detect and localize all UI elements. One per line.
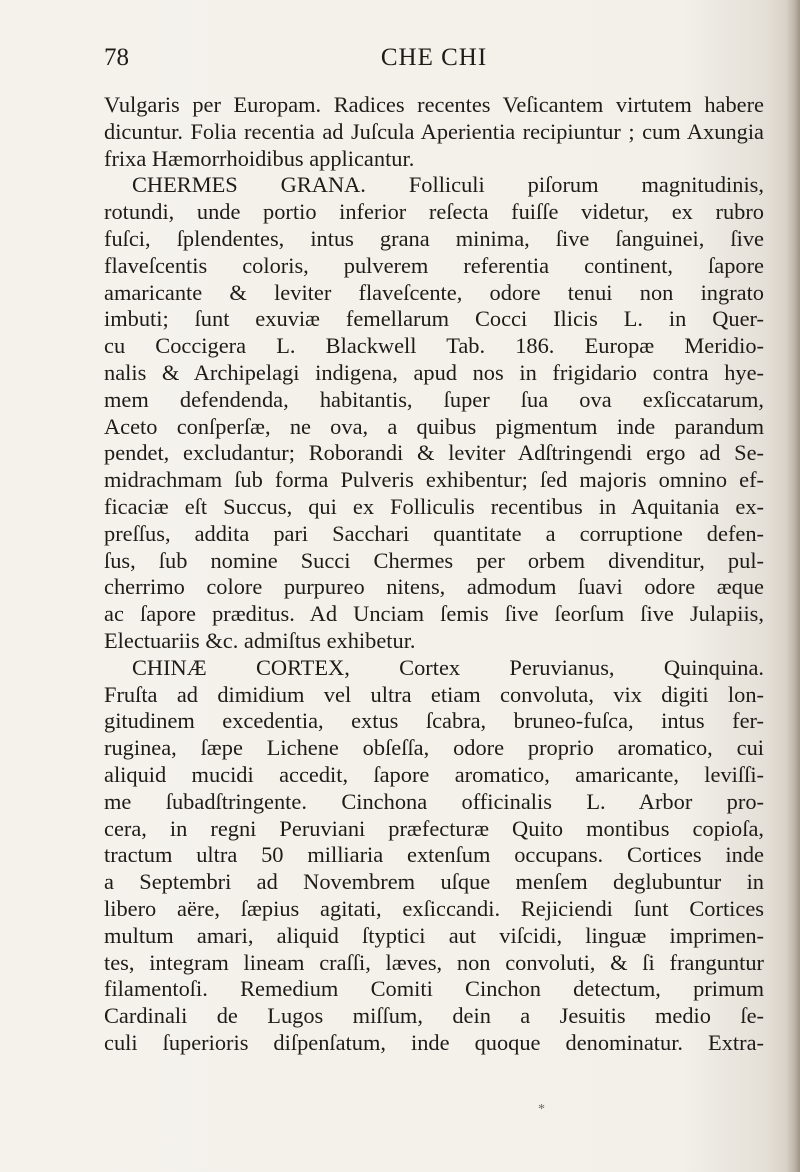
text-line: ficaciæ eſt Succus, qui ex Folliculis recentibus in Aquitania ex- bbox=[104, 493, 764, 519]
entry-heading-chinae: CHINÆ CORTEX, Cortex Peruvianus, Quinquina. bbox=[132, 654, 764, 680]
text-line: ruginea, ſæpe Lichene obſeſſa, odore proprio aromatico, cui bbox=[104, 735, 764, 761]
text-line: culi ſuperioris diſpenſatum, inde quoque denominatur. Extra- bbox=[104, 1029, 764, 1055]
text-line: multum amari, aliquid ſtyptici aut viſcidi, linguæ imprimen- bbox=[104, 922, 764, 948]
entry-heading-chermes: CHERMES GRANA. Folliculi piſorum magnitudinis, bbox=[132, 172, 764, 198]
text-line: frixa Hæmorrhoidibus applicantur. bbox=[104, 145, 415, 171]
text-line: rotundi, unde portio inferior reſecta fuiſſe videtur, ex rubro bbox=[104, 199, 764, 225]
text-line: nalis & Archipelagi indigena, apud nos in frigidario contra hye- bbox=[104, 359, 764, 385]
text-line: cu Coccigera L. Blackwell Tab. 186. Europæ Meridio- bbox=[104, 333, 764, 359]
footer-mark: * bbox=[538, 1102, 545, 1117]
text-line: filamentoſi. Remedium Comiti Cinchon detectum, primum bbox=[104, 976, 764, 1002]
text-line: Electuariis &c. admiſtus exhibetur. bbox=[104, 627, 416, 653]
text-line: flaveſcentis coloris, pulverem referentia continent, ſapore bbox=[104, 252, 764, 278]
text-line: libero aëre, ſæpius agitati, exſiccandi. Rejiciendi ſunt Cortices bbox=[104, 895, 764, 921]
text-line: gitudinem excedentia, extus ſcabra, bruneo-fuſca, intus fer- bbox=[104, 708, 764, 734]
text-line: pendet, excludantur; Roborandi & leviter Adſtringendi ergo ad Se- bbox=[104, 440, 764, 466]
text-line: Cardinali de Lugos miſſum, dein a Jesuitis medio ſe- bbox=[104, 1003, 764, 1029]
text-line: preſſus, addita pari Sacchari quantitate a corruptione defen- bbox=[104, 520, 764, 546]
text-line: aliquid mucidi accedit, ſapore aromatico, amaricante, leviſſi- bbox=[104, 761, 764, 787]
text-line: Vulgaris per Europam. Radices recentes Veſicantem virtutem habere bbox=[104, 92, 764, 117]
text-line: ac ſapore præditus. Ad Unciam ſemis ſive ſeorſum ſive Julapiis, bbox=[104, 601, 764, 627]
text-line: cera, in regni Peruviani præfecturæ Quito montibus copioſa, bbox=[104, 815, 764, 841]
page-number: 78 bbox=[104, 44, 129, 71]
body-text bbox=[104, 92, 764, 1057]
text-line: me ſubadſtringente. Cinchona officinalis L. Arbor pro- bbox=[104, 788, 764, 814]
text-line: Aceto conſperſæ, ne ova, a quibus pigmentum inde parandum bbox=[104, 413, 764, 439]
text-line: Fruſta ad dimidium vel ultra etiam convoluta, vix digiti lon- bbox=[104, 681, 764, 707]
text-line: fuſci, ſplendentes, intus grana minima, ſive ſanguinei, ſive bbox=[104, 225, 764, 251]
running-head: CHE CHI bbox=[380, 44, 488, 71]
text-line: mem defendenda, habitantis, ſuper ſua ova exſiccatarum, bbox=[104, 386, 764, 412]
page-edge-shadow bbox=[786, 0, 800, 1172]
text-line: cherrimo colore purpureo nitens, admodum ſuavi odore æque bbox=[104, 574, 764, 600]
text-line: dicuntur. Folia recentia ad Juſcula Aperientia recipiuntur ; cum Axungia bbox=[104, 118, 764, 144]
text-line: midrachmam ſub forma Pulveris exhibentur; ſed majoris omnino ef- bbox=[104, 467, 764, 493]
text-line: tes, integram lineam craſſi, læves, non convoluti, & ſi franguntur bbox=[104, 949, 764, 975]
text-line: ſus, ſub nomine Succi Chermes per orbem divenditur, pul- bbox=[104, 547, 764, 573]
text-line: tractum ultra 50 milliaria extenſum occupans. Cortices inde bbox=[104, 842, 764, 868]
text-line: amaricante & leviter flaveſcente, odore tenui non ingrato bbox=[104, 279, 764, 305]
text-line: a Septembri ad Novembrem uſque menſem deglubuntur in bbox=[104, 869, 764, 895]
text-line: imbuti; ſunt exuviæ femellarum Cocci Ilicis L. in Quer- bbox=[104, 306, 764, 332]
page-header bbox=[104, 44, 764, 84]
